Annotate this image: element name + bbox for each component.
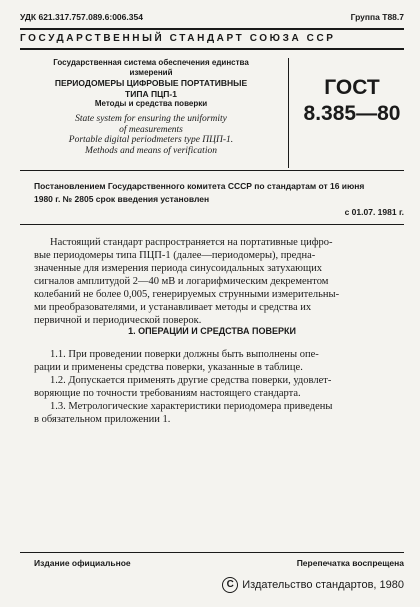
effective-date: с 01.07. 1981 г. bbox=[344, 207, 404, 217]
reprint-notice: Перепечатка воспрещена bbox=[296, 558, 404, 568]
copyright bbox=[222, 577, 404, 593]
group-code: Группа Т88.7 bbox=[350, 12, 404, 22]
english-title-line2: of measurements bbox=[119, 124, 183, 135]
paragraph-1-1: 1.1. При проведении поверки должны быть выполнены опе- bbox=[50, 349, 319, 360]
standard-banner: ГОСУДАРСТВЕННЫЙ СТАНДАРТ СОЮЗА ССР bbox=[20, 33, 336, 44]
title-block bbox=[20, 58, 282, 156]
intro-paragraph bbox=[34, 236, 404, 327]
english-title-line3: Portable digital periodmeters type ПЦП-1. bbox=[68, 135, 234, 145]
intro-line: первичной и периодической поверок. bbox=[34, 315, 202, 326]
paragraph-1-3-cont: в обязательном приложении 1. bbox=[34, 414, 171, 425]
gost-label: ГОСТ bbox=[324, 76, 380, 99]
udk-code: УДК 621.317.757.089.6:006.354 bbox=[20, 12, 143, 22]
banner-rule bbox=[20, 48, 404, 50]
official-edition: Издание официальное bbox=[34, 558, 131, 568]
product-name-line2: ТИПА ПЦП-1 bbox=[125, 88, 177, 99]
copyright-icon: С bbox=[222, 577, 238, 593]
top-rule bbox=[20, 28, 404, 30]
product-name-line1: ПЕРИОДОМЕРЫ ЦИФРОВЫЕ ПОРТАТИВНЫЕ bbox=[54, 78, 248, 88]
paragraph-1-3: 1.3. Метрологические характеристики периодомера приведены bbox=[50, 401, 333, 412]
intro-line: ми преобразователями, и устанавливает методы и средства их bbox=[34, 302, 312, 313]
paragraph-1-1-cont: рации и применены средства поверки, указанные в таблице. bbox=[34, 362, 303, 373]
intro-line: сигналов амплитудой 2—40 мВ и логарифмическим декрементом bbox=[34, 276, 329, 287]
footer-rule bbox=[20, 552, 404, 553]
measurements-line: измерений bbox=[129, 68, 173, 77]
paragraph-1-2-cont: воряющие по точности требованиям настоящего стандарта. bbox=[34, 388, 301, 399]
gost-number: 8.385—80 bbox=[303, 102, 401, 125]
methods-line: Методы и средства поверки bbox=[94, 99, 208, 108]
decree-line1: Постановлением Государственного комитета СССР по стандартам от 16 июня bbox=[34, 181, 365, 191]
section-heading: 1. ОПЕРАЦИИ И СРЕДСТВА ПОВЕРКИ bbox=[128, 326, 296, 336]
section-body bbox=[34, 348, 404, 426]
intro-line: колебаний не более 0,005, генерируемых струнными измерительны- bbox=[34, 289, 340, 300]
copyright-text: Издательство стандартов, 1980 bbox=[242, 578, 404, 591]
system-line: Государственная система обеспечения единства bbox=[53, 58, 249, 67]
decree-line2: 1980 г. № 2805 срок введения установлен bbox=[34, 194, 210, 204]
decree bbox=[34, 180, 404, 206]
intro-line: вые периодомеры типа ПЦП-1 (далее—периодомеры), предна- bbox=[34, 250, 316, 261]
decree-rule bbox=[20, 224, 404, 225]
intro-line: значенные для измерения периода синусоидальных затухающих bbox=[34, 263, 322, 274]
english-title-line4: Methods and means of verification bbox=[85, 145, 217, 156]
paragraph-1-2: 1.2. Допускается применять другие средства поверки, удовлет- bbox=[50, 375, 332, 386]
title-bottom-rule bbox=[20, 170, 404, 171]
intro-line: Настоящий стандарт распространяется на портативные цифро- bbox=[50, 237, 333, 248]
english-title-line1: State system for ensuring the uniformity bbox=[75, 114, 227, 124]
title-divider bbox=[288, 58, 289, 168]
